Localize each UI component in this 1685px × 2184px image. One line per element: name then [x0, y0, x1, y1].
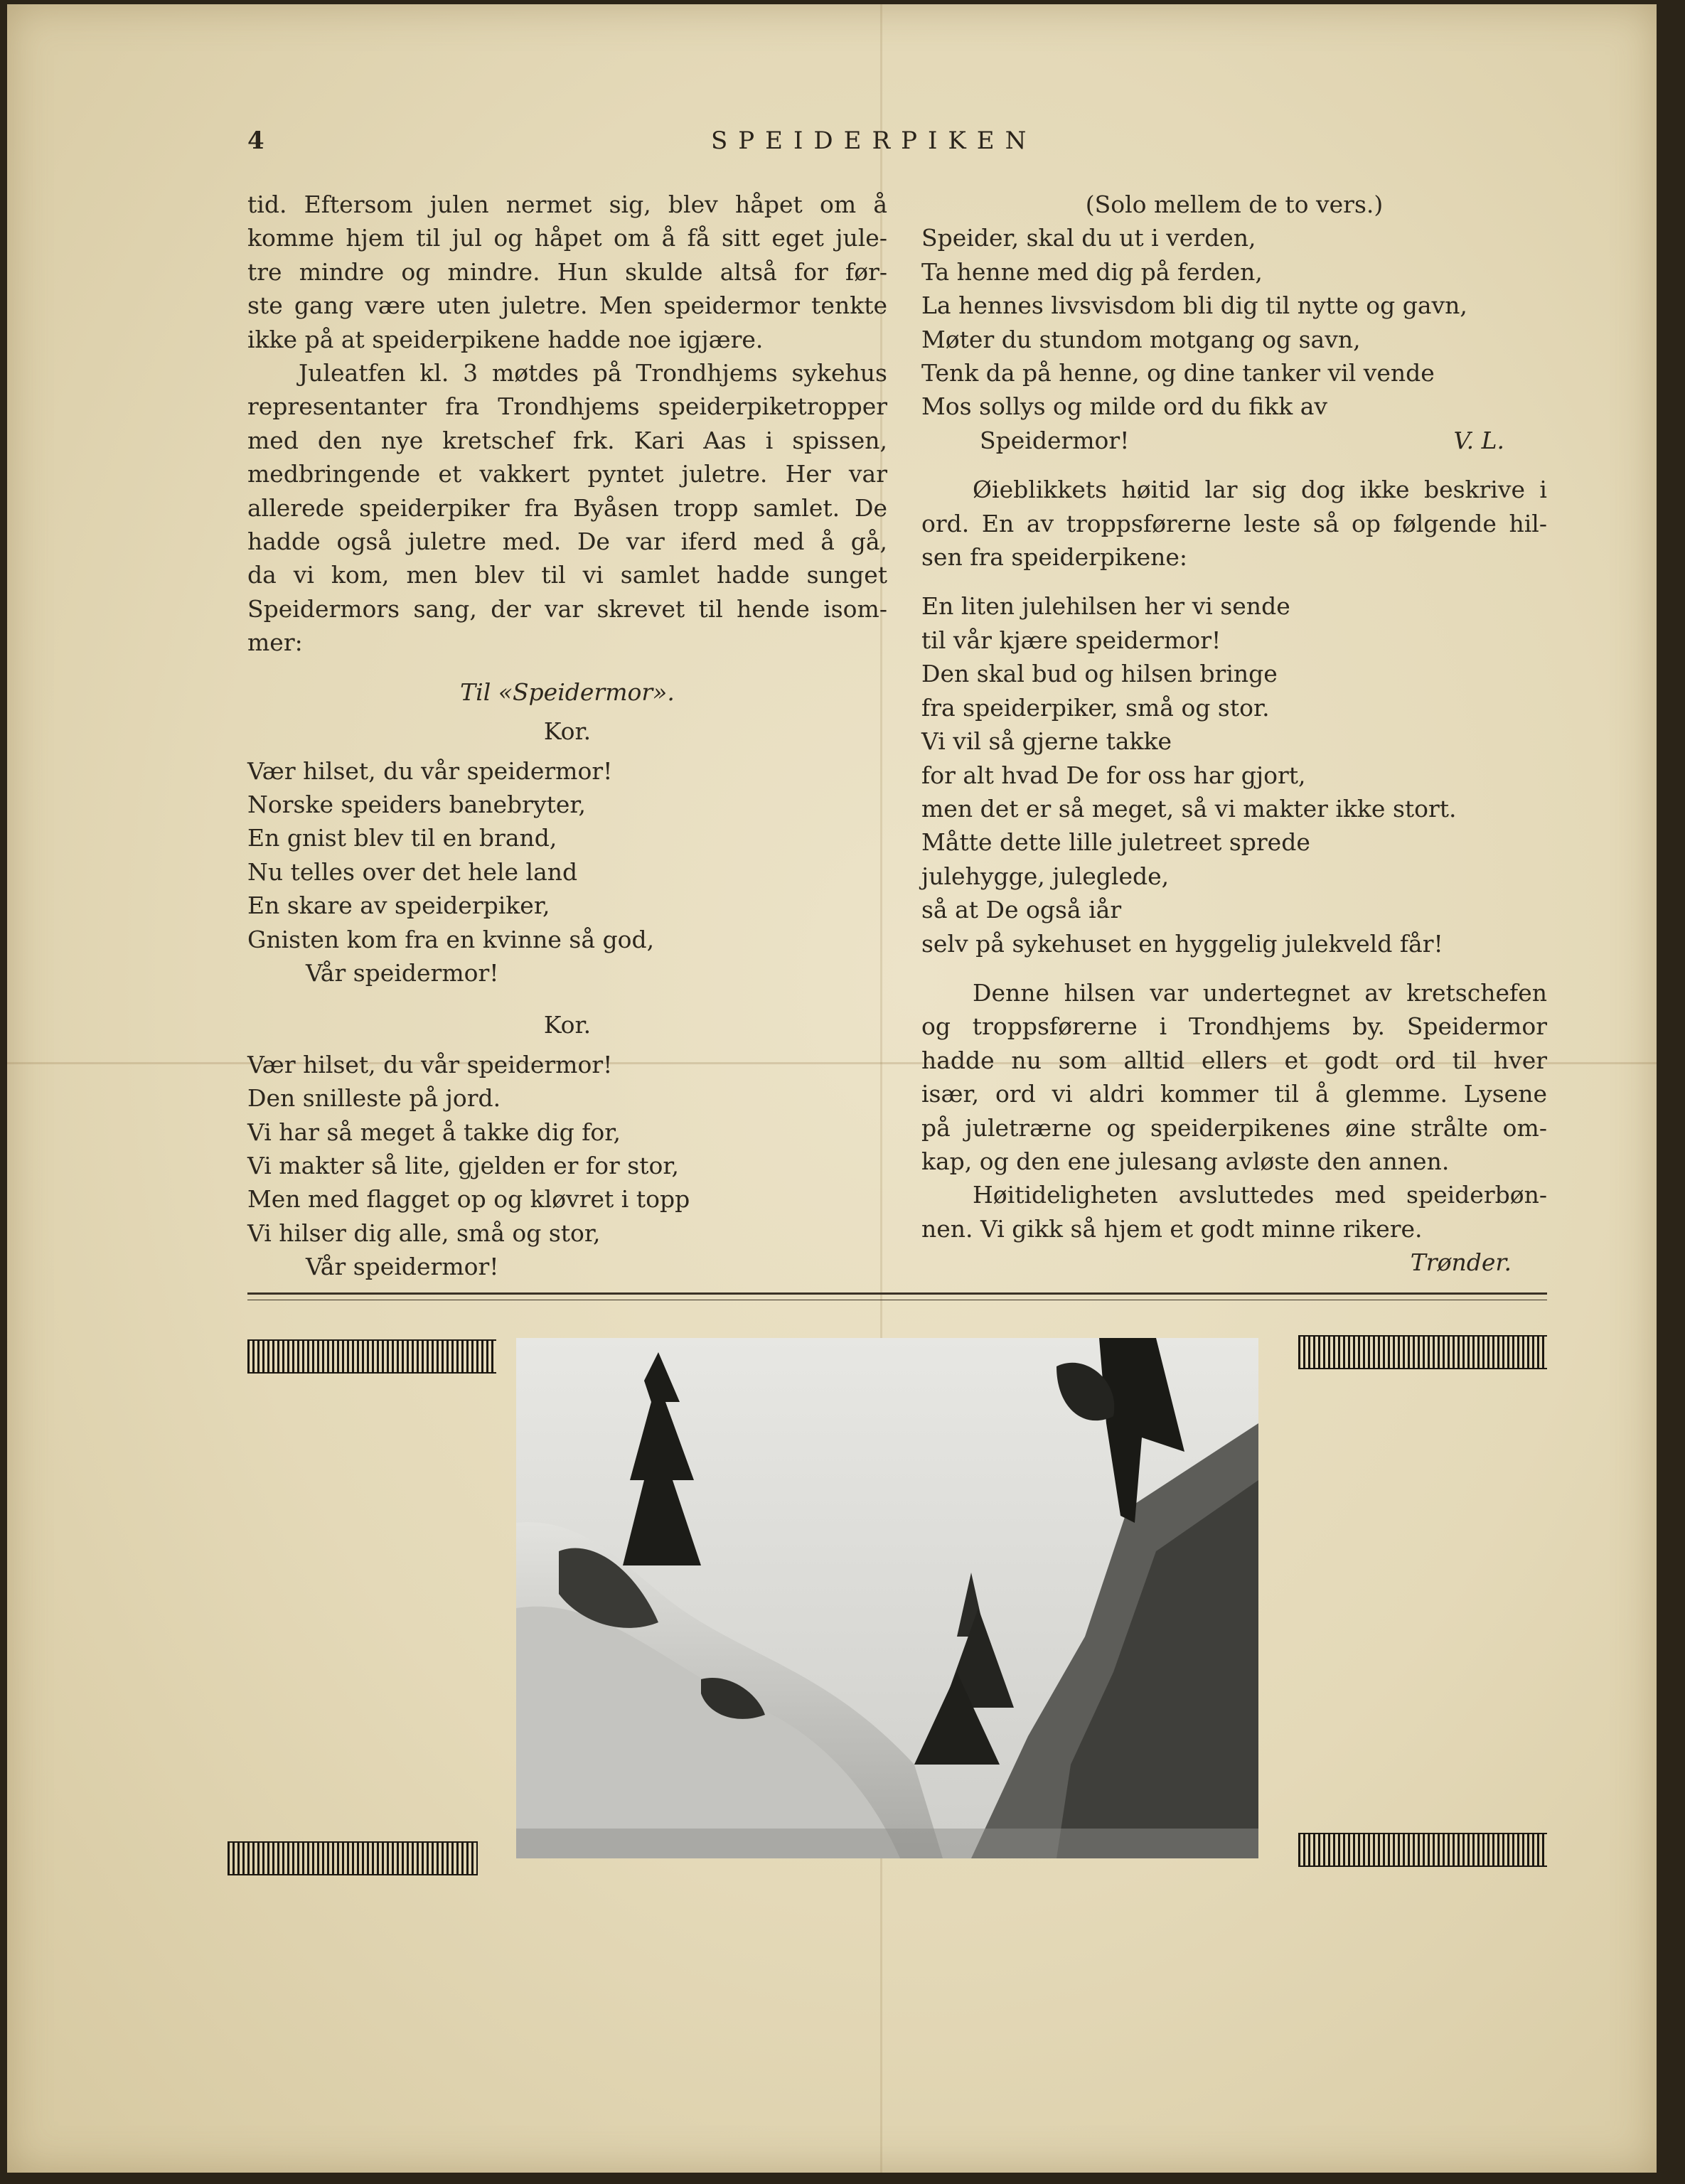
verse-line: julehygge, juleglede,: [921, 862, 1170, 890]
text-line: allerede speiderpiker fra Byåsen tropp samlet. De: [247, 493, 887, 522]
verse-line: Måtte dette lille juletreet sprede: [921, 828, 1310, 857]
poem-title: Til «Speidermor».: [460, 678, 675, 706]
verse-line: fra speiderpiker, små og stor.: [921, 693, 1270, 722]
verse-line: Vi vil så gjerne takke: [921, 727, 1172, 756]
poem-verse-2: [247, 1048, 887, 1284]
verse-line: En liten julehilsen her vi sende: [921, 592, 1290, 621]
verse-line: men det er så meget, så vi makter ikke stort.: [921, 794, 1457, 823]
text-line: komme hjem til jul og håpet om å få sitt eget jule-: [247, 224, 887, 252]
closing-paragraph: [921, 976, 1547, 1178]
text-line: hadde nu som alltid ellers et godt ord til hver: [921, 1046, 1547, 1074]
verse-signature: V. L.: [1453, 426, 1504, 454]
verse-line: Vi makter så lite, gjelden er for stor,: [247, 1151, 679, 1179]
verse-line: for alt hvad De for oss har gjort,: [921, 761, 1306, 789]
photo-image: [516, 1338, 1258, 1858]
greeting-poem: [921, 589, 1547, 960]
text-line: ikke på at speiderpikene hadde noe igjære.: [247, 325, 764, 353]
text-line: mer:: [247, 628, 303, 657]
text-line: med den nye kretschef frk. Kari Aas i spissen,: [247, 426, 887, 454]
poem-verse-1: [247, 754, 887, 990]
divider-rule: [247, 1292, 1547, 1295]
verse-line: En gnist blev til en brand,: [247, 824, 557, 852]
text-line: da vi kom, men blev til vi samlet hadde sunget: [247, 561, 887, 589]
text-line: ste gang være uten juletre. Men speidermor tenkte: [247, 291, 887, 320]
paragraph-2: [247, 356, 887, 660]
solo-heading: (Solo mellem de to vers.): [1085, 191, 1384, 218]
verse-line: Vår speidermor!: [306, 1253, 499, 1281]
final-paragraph: [921, 1178, 1547, 1246]
paragraph-reading: [921, 473, 1547, 574]
text-line: ord. En av troppsførerne leste så op følgende hil-: [921, 509, 1547, 537]
verse-line: Vår speidermor!: [306, 958, 499, 987]
verse-line: Gnisten kom fra en kvinne så god,: [247, 925, 655, 953]
author-signature: Trønder.: [1410, 1248, 1512, 1277]
intro-paragraph: [247, 188, 887, 356]
text-line: Øieblikkets høitid lar sig dog ikke beskrive i: [973, 476, 1547, 504]
verse-line: Mos sollys og milde ord du fikk av: [921, 392, 1328, 421]
verse-signature-row: [921, 424, 1547, 457]
text-line: Denne hilsen var undertegnet av kretschefen: [973, 978, 1547, 1007]
text-line: på juletrærne og speiderpikenes øine strålte om-: [921, 1113, 1547, 1142]
verse-line: En skare av speiderpiker,: [247, 892, 550, 920]
verse-line: Speider, skal du ut i verden,: [921, 224, 1256, 252]
text-line: hadde også juletre med. De var iferd med å gå,: [247, 528, 887, 556]
text-line: Speidermors sang, der var skrevet til hende isom-: [247, 594, 887, 623]
text-line: sen fra speiderpikene:: [921, 543, 1188, 572]
running-head: SPEIDERPIKEN: [711, 127, 1037, 155]
ornament-bar-top-left: [247, 1339, 496, 1374]
text-line: medbringende et vakkert pyntet juletre. Her var: [247, 460, 887, 488]
solo-verse: [921, 221, 1547, 457]
verse-line: Vær hilset, du vår speidermor!: [247, 1050, 613, 1078]
verse-line: Ta henne med dig på ferden,: [921, 257, 1263, 286]
ornament-bar-bottom-right: [1298, 1833, 1547, 1867]
verse-line: så at De også iår: [921, 896, 1122, 924]
verse-line: Tenk da på henne, og dine tanker vil vende: [921, 359, 1435, 387]
verse-line: Men med flagget op og kløvret i topp: [247, 1185, 690, 1214]
newspaper-page: [7, 4, 1657, 2173]
verse-line: Vi har så meget å takke dig for,: [247, 1118, 621, 1146]
ornament-bar-bottom-left: [228, 1841, 478, 1875]
text-line: Juleatfen kl. 3 møtdes på Trondhjems sykehus: [299, 359, 887, 387]
verse-line: til vår kjære speidermor!: [921, 626, 1221, 654]
verse-line: Speidermor!: [980, 426, 1130, 454]
text-line: tid. Eftersom julen nermet sig, blev håpet om å: [247, 191, 887, 218]
text-line: især, ord vi aldri kommer til å glemme. Lysene: [921, 1080, 1547, 1108]
verse-line: Norske speiders banebryter,: [247, 790, 587, 818]
text-line: og troppsførerne i Trondhjems by. Speidermor: [921, 1012, 1547, 1041]
verse-line: Nu telles over det hele land: [247, 857, 578, 886]
right-column: [921, 188, 1547, 1280]
chorus-label: Kor.: [543, 717, 592, 746]
verse-line: Den skal bud og hilsen bringe: [921, 660, 1278, 688]
verse-line: selv på sykehuset en hyggelig julekveld får!: [921, 929, 1443, 958]
verse-line: Vær hilset, du vår speidermor!: [247, 756, 613, 785]
text-line: nen. Vi gikk så hjem et godt minne rikere.: [921, 1214, 1423, 1243]
ornament-bar-top-right: [1298, 1335, 1547, 1369]
chorus-label: Kor.: [543, 1011, 592, 1039]
text-line: kap, og den ene julesang avløste den annen.: [921, 1147, 1450, 1175]
winter-forest-photograph: [516, 1338, 1258, 1858]
page-number: 4: [247, 127, 264, 155]
verse-line: Møter du stundom motgang og savn,: [921, 325, 1361, 353]
text-line: Høitideligheten avsluttedes med speiderbøn-: [973, 1181, 1547, 1209]
verse-line: Den snilleste på jord.: [247, 1084, 501, 1113]
left-column: [247, 188, 887, 1284]
text-line: tre mindre og mindre. Hun skulde altså for før-: [247, 257, 887, 286]
verse-line: La hennes livsvisdom bli dig til nytte og gavn,: [921, 291, 1467, 320]
verse-line: Vi hilser dig alle, små og stor,: [247, 1219, 601, 1247]
text-line: representanter fra Trondhjems speiderpiketropper: [247, 392, 887, 421]
